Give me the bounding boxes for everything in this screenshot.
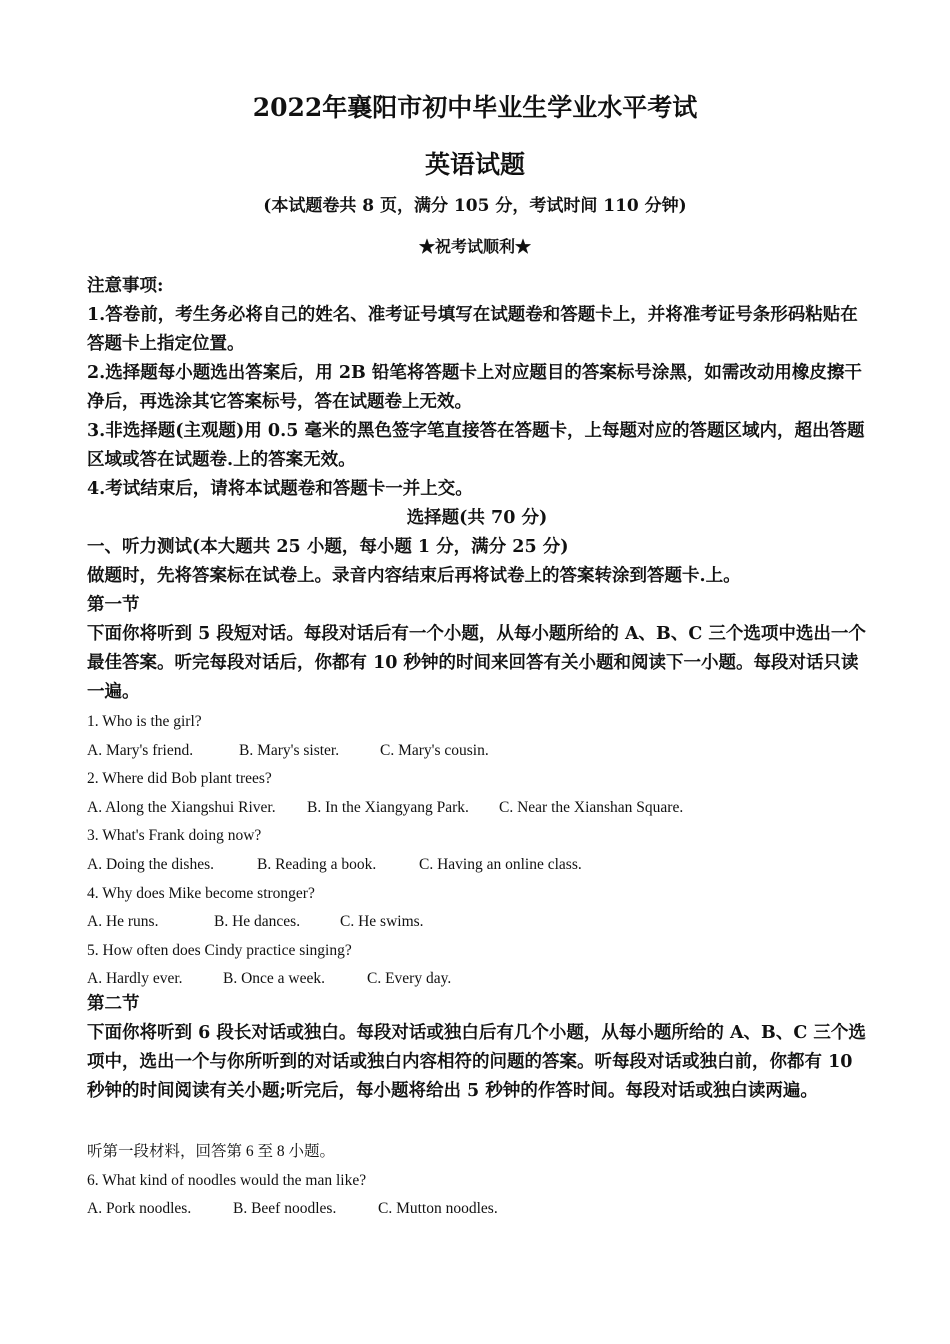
subsection-title: 第二节 — [87, 994, 140, 1014]
option-a: A. Along the Xiangshui River. — [87, 798, 276, 816]
question-text: 1. Who is the girl? — [87, 713, 202, 730]
option-c: C. Near the Xianshan Square. — [499, 798, 684, 816]
option-b: B. Reading a book. — [257, 855, 377, 873]
question-options — [87, 1195, 867, 1224]
option-a: A. He runs. — [87, 913, 159, 931]
option-a: A. Pork noodles. — [87, 1200, 192, 1218]
option-b: B. In the Xiangyang Park. — [307, 798, 469, 816]
note-item: 3.非选择题(主观题)用 0.5 毫米的黑色签字笔直接答在答题卡，上每题对应的答题区域内，超出答题区域或答在试题卷.上的答案无效。 — [87, 421, 865, 470]
question-text: 6. What kind of noodles would the man like? — [87, 1171, 367, 1189]
option-c: C. Mutton noodles. — [378, 1200, 498, 1218]
option-b: B. Mary's sister. — [239, 741, 340, 759]
section-two — [87, 990, 867, 1106]
notes-block — [87, 272, 867, 707]
option-a: A. Mary's friend. — [87, 741, 194, 759]
material-note: 听第一段材料，回答第 6 至 8 小题。 — [87, 1143, 336, 1160]
option-c: C. Every day. — [367, 970, 452, 988]
option-c: C. Having an online class. — [419, 855, 582, 873]
section-heading: 一、听力测试(本大题共 25 小题，每小题 1 分，满分 25 分) — [87, 537, 569, 557]
question-options — [87, 851, 867, 880]
question-text: 4. Why does Mike become stronger? — [87, 884, 315, 902]
part-heading: 选择题(共 70 分) — [406, 508, 548, 528]
option-c: C. He swims. — [340, 913, 424, 931]
note-item: 2.选择题每小题选出答案后，用 2B 铅笔将答题卡上对应题目的答案标号涂黑，如需改动用橡皮擦干净后，再选涂其它答案标号，答在试题卷上无效。 — [87, 363, 862, 412]
question-options — [87, 794, 867, 823]
option-b: B. Beef noodles. — [233, 1200, 337, 1218]
question-text: 5. How often does Cindy practice singing? — [87, 941, 352, 959]
question-list-2 — [87, 1138, 867, 1224]
subsection-description: 下面你将听到 6 段长对话或独白。每段对话或独白后有几个小题，从每小题所给的 A、B、C 三个选项中，选出一个与你所听到的对话或独白内容相符的问题的答案。听每段对话或独白前，你都有 10 秒钟的时间阅读有关小题;听完后，每小题将给出 5 秒钟的作答时间。每段对话或独白读两遍。 — [87, 1023, 866, 1101]
option-b: B. He dances. — [214, 913, 301, 931]
subsection-title: 第一节 — [87, 595, 140, 615]
option-a: A. Doing the dishes. — [87, 855, 215, 873]
section-instruction: 做题时，先将答案标在试卷上。录音内容结束后再将试卷上的答案转涂到答题卡.上。 — [87, 566, 741, 586]
exam-info: (本试题卷共 8 页，满分 105 分，考试时间 110 分钟) — [263, 196, 687, 216]
exam-subtitle: 英语试题 — [424, 150, 525, 179]
exam-wish: ★祝考试顺利★ — [418, 237, 531, 256]
notes-heading: 注意事项: — [87, 276, 164, 296]
exam-title: 2022年襄阳市初中毕业生学业水平考试 — [252, 93, 698, 122]
question-list — [87, 708, 867, 994]
option-c: C. Mary's cousin. — [380, 741, 489, 759]
subsection-description: 下面你将听到 5 段短对话。每段对话后有一个小题，从每小题所给的 A、B、C 三个选项中选出一个最佳答案。听完每段对话后，你都有 10 秒钟的时间来回答有关小题和阅读下一小题。每段对话只读一遍。 — [87, 624, 866, 702]
option-b: B. Once a week. — [223, 970, 325, 988]
option-a: A. Hardly ever. — [87, 970, 183, 988]
note-item: 1.答卷前，考生务必将自己的姓名、准考证号填写在试题卷和答题卡上，并将准考证号条形码粘贴在答题卡上指定位置。 — [87, 305, 858, 354]
question-options — [87, 908, 867, 937]
question-options — [87, 737, 867, 766]
note-item: 4.考试结束后，请将本试题卷和答题卡一并上交。 — [87, 479, 473, 499]
question-text: 2. Where did Bob plant trees? — [87, 770, 272, 788]
question-text: 3. What's Frank doing now? — [87, 827, 262, 845]
